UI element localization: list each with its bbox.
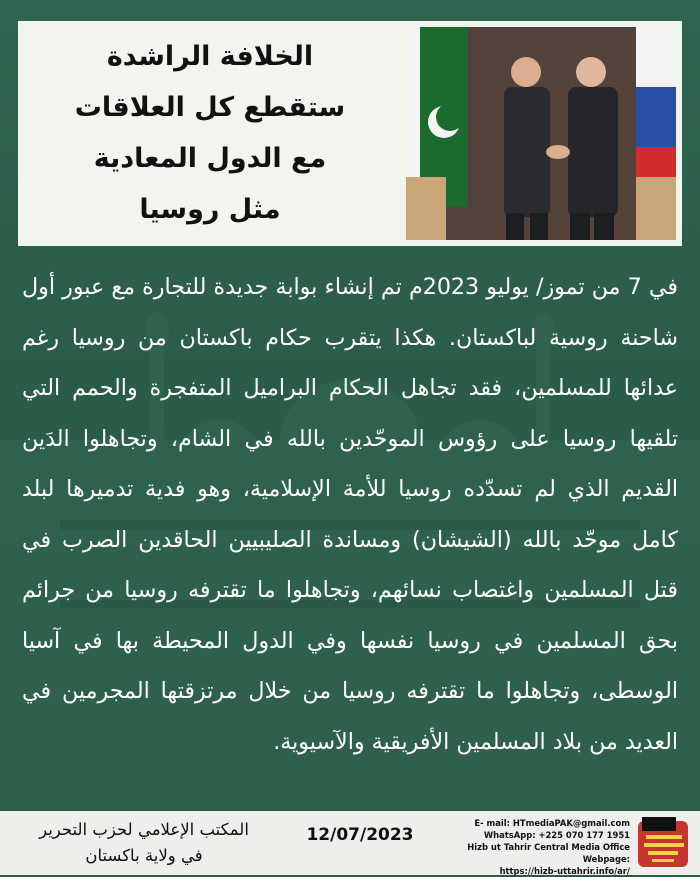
- headline-line: ستقطع كل العلاقات: [74, 92, 346, 123]
- publish-date: 12/07/2023: [306, 825, 414, 845]
- leaders-handshake-photo: [406, 27, 676, 240]
- body-line: ما تقترفه روسيا من خلال مرتزقتها المجرمين في العديد من بلاد: [22, 678, 678, 755]
- headline-line: الخلافة الراشدة: [106, 41, 314, 72]
- body-line: نسائهم، وتجاهلوا ما تقترفه روسيا من جرائم بحق المسلمين في: [22, 577, 678, 654]
- office-line: المكتب الإعلامي لحزب التحرير: [39, 820, 249, 839]
- media-office-logo: [634, 815, 692, 871]
- body-line: ومساندة الصليبيين الحاقدين الصرب في قتل المسلمين واغتصاب: [22, 526, 678, 603]
- webpage-label: Hizb ut Tahrir Central Media Office Webpage:: [467, 842, 630, 864]
- headline: [40, 31, 380, 236]
- body-line: المسلمين الأفريقية والآسيوية.: [273, 728, 546, 755]
- footer: [0, 811, 700, 875]
- headline-line: مثل روسيا: [139, 194, 281, 225]
- whatsapp-text[interactable]: WhatsApp: +225 070 177 1951: [483, 830, 630, 840]
- body-line: روسيا نفسها وفي الدول المحيطة بها في آسيا الوسطى، وتجاهلوا: [22, 627, 678, 704]
- body-line: من روسيا رغم عدائها للمسلمين، فقد تجاهل الحكام البراميل: [22, 324, 679, 401]
- body-line: المتفجرة والحمم التي تلقيها روسيا على رؤوس الموحّدين بالله في: [22, 375, 678, 452]
- body-line: الشام، وتجاهلوا الدَين القديم الذي لم تسدّده روسيا للأمة: [22, 425, 678, 502]
- body-line: عبور أول شاحنة روسية لباكستان. هكذا يتقرب حكام باكستان: [22, 274, 678, 351]
- media-office-name: [34, 817, 254, 869]
- body-line: الإسلامية، وهو فدية تدميرها لبلد كامل موحّد بالله (الشيشان): [22, 476, 678, 553]
- body-line: في 7 من تموز/ يوليو 2023م تم إنشاء بوابة جديدة للتجارة مع: [111, 274, 678, 300]
- office-line: في ولاية باكستان: [85, 846, 203, 865]
- header-card: [18, 21, 682, 246]
- headline-line: مع الدول المعادية: [93, 143, 327, 174]
- email-text[interactable]: E- mail: HTmediaPAK@gmail.com: [474, 818, 630, 828]
- webpage-link[interactable]: https://hizb-uttahrir.info/ar/: [499, 866, 630, 876]
- contact-info: [430, 817, 630, 877]
- article-body: [22, 262, 678, 802]
